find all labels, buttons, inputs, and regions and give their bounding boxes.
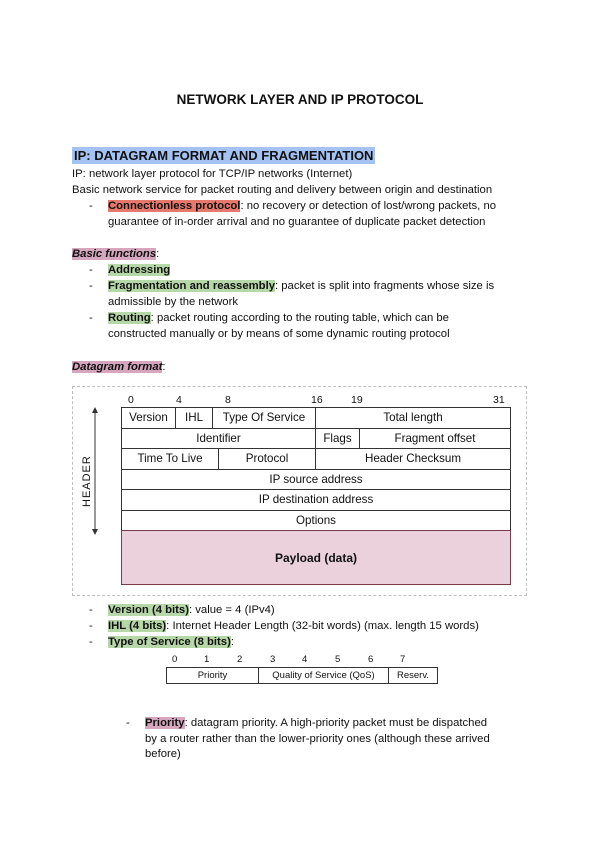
datagram-row-2 <box>121 428 511 449</box>
ihl-term: IHL (4 bits) <box>108 620 167 632</box>
bullet-type-of-service <box>89 635 234 651</box>
fragmentation-term: Fragmentation and reassembly <box>108 280 275 292</box>
bullet-fragmentation <box>89 279 528 310</box>
field-fragment-offset: Fragment offset <box>394 431 476 445</box>
bit-number: 19 <box>351 394 363 406</box>
tos-bit-number: 2 <box>237 654 243 665</box>
tos-bit-number: 7 <box>400 654 406 665</box>
field-ip-destination-address: IP destination address <box>258 493 374 507</box>
field-ip-source-address: IP source address <box>269 472 363 486</box>
field-protocol: Protocol <box>219 449 316 469</box>
bullet-dash: - <box>89 264 93 276</box>
priority-desc-3: before) <box>145 748 181 761</box>
tos-priority: Priority <box>167 668 259 683</box>
fragmentation-desc-2: admissible by the network <box>108 295 238 308</box>
tos-term: Type of Service (8 bits) <box>108 636 231 648</box>
bit-number: 8 <box>225 394 231 406</box>
tos-bit-number: 6 <box>368 654 374 665</box>
routing-desc-2: constructed manually or by means of some dynamic routing protocol <box>108 327 450 340</box>
bullet-dash: - <box>89 636 93 648</box>
priority-term: Priority <box>145 717 185 729</box>
bullet-dash: - <box>89 620 93 632</box>
field-type-of-service: Type Of Service <box>213 408 316 428</box>
basic-functions-colon: : <box>156 248 160 260</box>
tos-bit-number: 1 <box>204 654 210 665</box>
field-identifier: Identifier <box>122 429 316 449</box>
addressing-term: Addressing <box>108 264 171 276</box>
bullet-version <box>89 603 275 619</box>
datagram-format-colon: : <box>162 361 166 373</box>
tos-bit-number: 4 <box>302 654 308 665</box>
field-header-checksum: Header Checksum <box>364 452 461 466</box>
tos-bit-number: 3 <box>270 654 276 665</box>
basic-functions-label: Basic functions <box>72 248 157 260</box>
bit-number: 31 <box>493 394 505 406</box>
bullet-priority <box>126 716 525 763</box>
datagram-format-figure <box>72 386 527 596</box>
tos-bit-number: 5 <box>335 654 341 665</box>
routing-term: Routing <box>108 312 151 324</box>
routing-desc-1: : packet routing according to the routing table, which can be <box>150 312 449 324</box>
intro-line-1: IP: network layer protocol for TCP/IP networks (Internet) <box>72 168 353 180</box>
bullet-dash: - <box>89 200 93 212</box>
field-time-to-live: Time To Live <box>122 449 219 469</box>
header-side-label: HEADER <box>81 455 93 507</box>
bullet-routing <box>89 311 528 342</box>
priority-desc-2: by a router rather than the lower-priority ones (although these arrived <box>145 732 490 745</box>
page-title: NETWORK LAYER AND IP PROTOCOL <box>176 92 424 107</box>
ihl-desc: : Internet Header Length (32-bit words) (max. length 15 words) <box>166 620 479 632</box>
tos-desc: : <box>230 636 234 648</box>
tos-qos: Quality of Service (QoS) <box>259 668 389 683</box>
field-flags: Flags <box>316 429 360 449</box>
field-payload: Payload (data) <box>121 530 511 585</box>
bit-number: 4 <box>176 394 182 406</box>
bullet-addressing <box>89 263 171 279</box>
fragmentation-desc-1: : packet is split into fragments whose size is <box>275 280 495 292</box>
connectionless-desc-2: guarantee of in-order arrival and no guarantee of duplicate packet detection <box>108 215 486 228</box>
tos-row <box>166 667 438 684</box>
section-heading: IP: DATAGRAM FORMAT AND FRAGMENTATION <box>74 148 374 163</box>
bit-number: 0 <box>128 394 134 406</box>
datagram-row-1 <box>121 407 511 428</box>
basic-functions-heading <box>72 247 159 263</box>
datagram-row-6 <box>121 510 511 531</box>
bit-number: 16 <box>311 394 323 406</box>
datagram-format-label: Datagram format <box>72 361 163 373</box>
bullet-dash: - <box>126 717 130 729</box>
field-options: Options <box>296 513 336 527</box>
connectionless-term: Connectionless protocol <box>108 200 241 212</box>
intro-line-2: Basic network service for packet routing and delivery between origin and destination <box>72 184 493 196</box>
field-version: Version <box>122 408 176 428</box>
version-desc: : value = 4 (IPv4) <box>188 604 275 616</box>
tos-reserved: Reserv. <box>396 670 430 681</box>
field-ihl: IHL <box>176 408 213 428</box>
field-total-length: Total length <box>383 411 443 425</box>
datagram-format-heading <box>72 360 166 376</box>
datagram-table <box>121 407 511 585</box>
datagram-row-3 <box>121 448 511 469</box>
bullet-dash: - <box>89 604 93 616</box>
bullet-dash: - <box>89 312 93 324</box>
datagram-row-5 <box>121 489 511 510</box>
tos-bit-number: 0 <box>172 654 178 665</box>
tos-figure <box>166 654 438 684</box>
bullet-connectionless <box>89 199 528 230</box>
version-term: Version (4 bits) <box>108 604 189 616</box>
bullet-ihl <box>89 619 479 635</box>
connectionless-desc-1: : no recovery or detection of lost/wrong packets, no <box>240 200 497 212</box>
datagram-row-4 <box>121 469 511 490</box>
priority-desc-1: : datagram priority. A high-priority packet must be dispatched <box>184 717 488 729</box>
bullet-dash: - <box>89 280 93 292</box>
